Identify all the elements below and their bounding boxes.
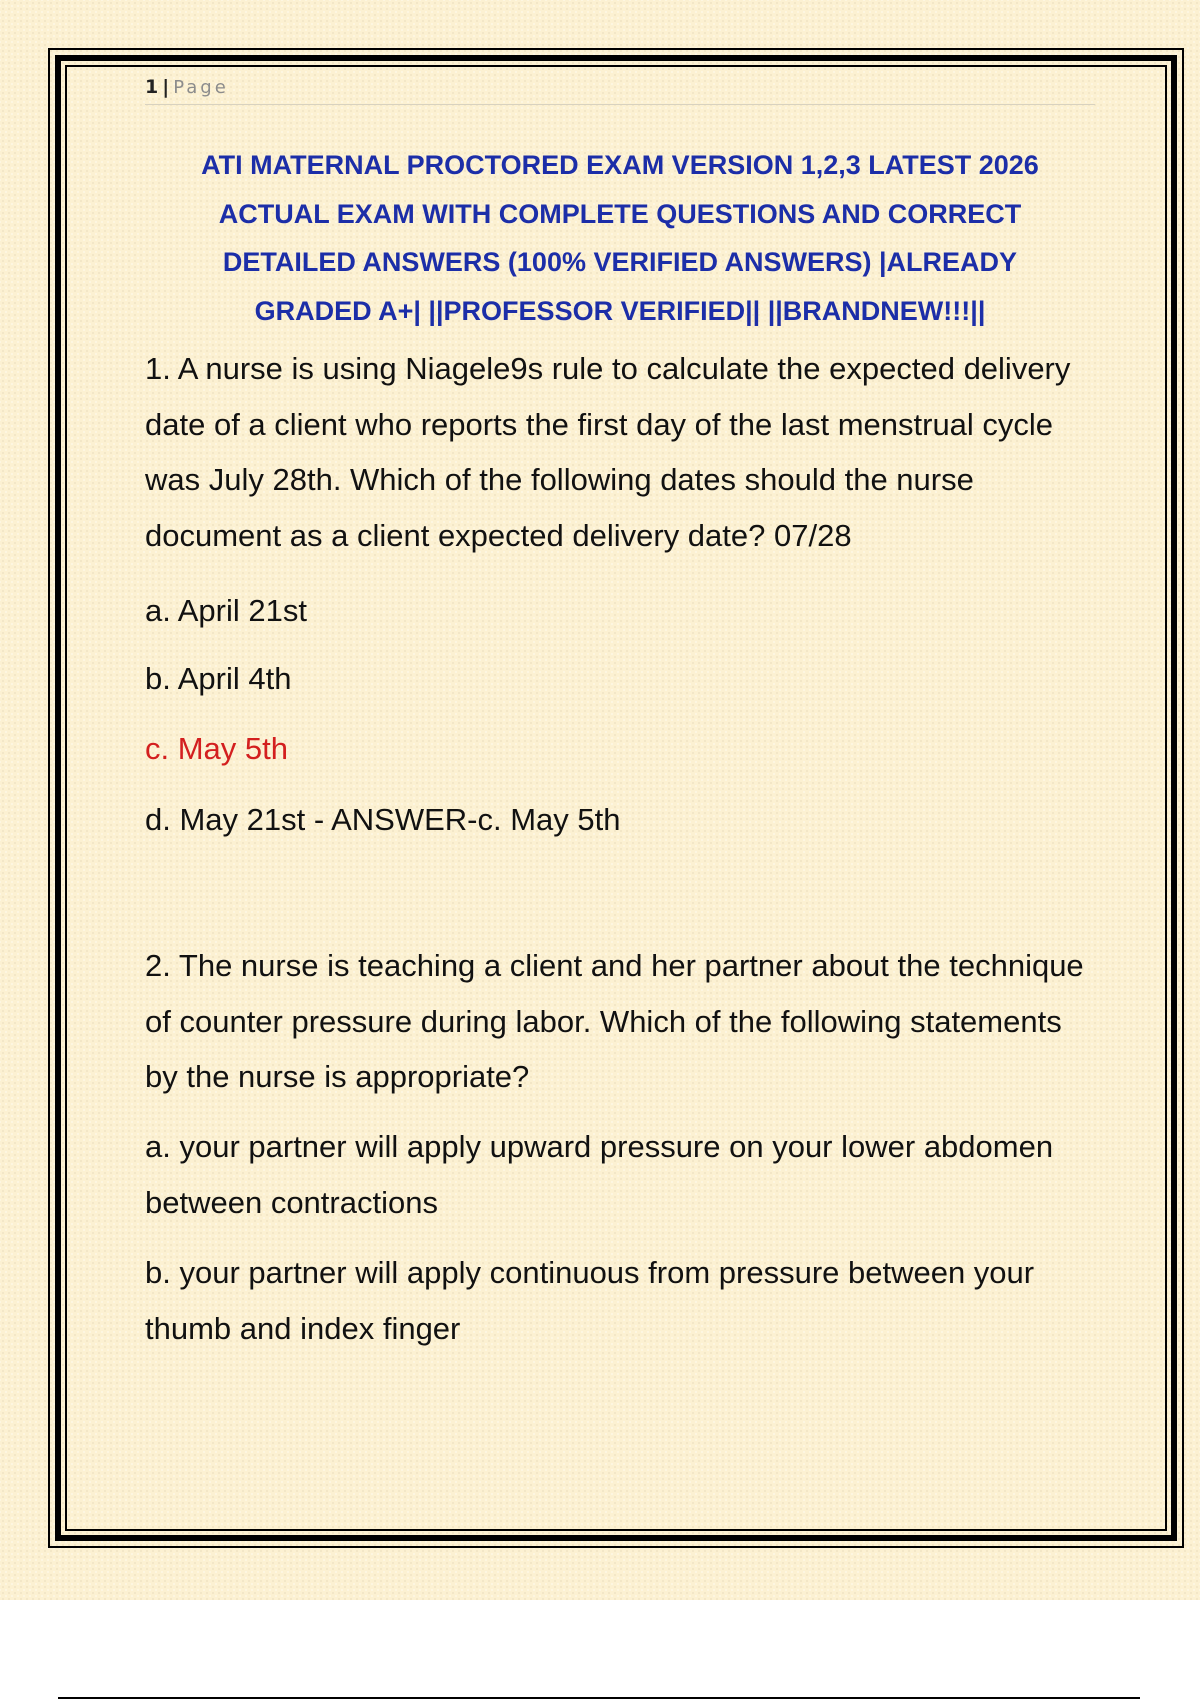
answer-option: a. your partner will apply upward pressure on your lower abdomen between contractions [145,1128,1054,1220]
title-line: ACTUAL EXAM WITH COMPLETE QUESTIONS AND CORRECT [218,198,1022,229]
answer-option: d. May 21st - ANSWER-c. May 5th [145,802,621,837]
title-line: ATI MATERNAL PROCTORED EXAM VERSION 1,2,3 LATEST 2026 [201,150,1039,180]
answer-option: b. April 4th [145,661,292,696]
page-label: Page [173,77,229,98]
title-line: GRADED A+| ||PROFESSOR VERIFIED|| ||BRANDNEW!!!|| [254,295,986,326]
page-number: 1 [145,76,159,98]
question-1 [145,341,1095,840]
title-line: DETAILED ANSWERS (100% VERIFIED ANSWERS) |ALREADY [222,247,1018,277]
page-bottom-rule [58,1697,1140,1699]
question-2 [145,938,1095,1357]
answer-option-correct: c. May 5th [145,731,288,766]
page-header-separator: | [162,76,170,98]
answer-option: b. your partner will apply continuous from pressure between your thumb and index finger [145,1254,1035,1346]
answer-option: a. April 21st [145,593,307,628]
question-stem: 1. A nurse is using Niagele9s rule to calculate the expected delivery date of a client who reports the first day of the last menstrual cycle was July 28th. Which of the following dates should the nurse document as a client expected delivery date? 07/28 [145,351,1071,553]
page-content [145,70,1095,1357]
page-header [145,70,1095,105]
document-title [145,141,1095,335]
question-stem: 2. The nurse is teaching a client and her partner about the technique of counter pressure during labor. Which of the following statements by the nurse is appropriate? [145,948,1084,1094]
